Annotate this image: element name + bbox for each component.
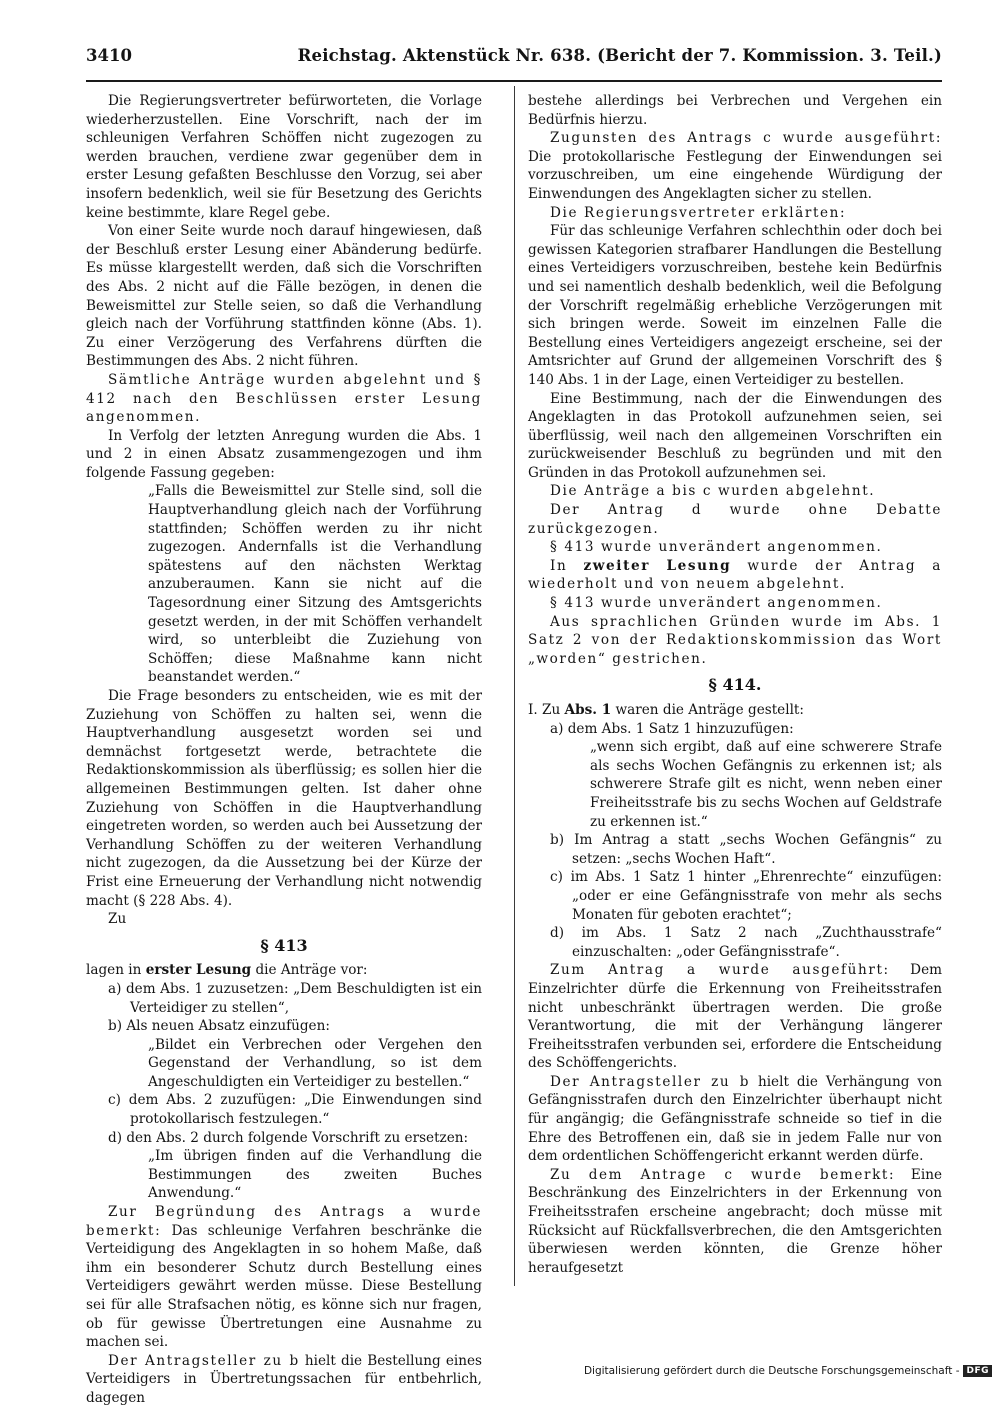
list-item: d) den Abs. 2 durch folgende Vorschrift zu ersetzen:: [108, 1129, 469, 1146]
paragraph: bestehe allerdings bei Verbrechen und Vergehen ein Bedürfnis hierzu.: [528, 93, 942, 128]
quoted-text: „wenn sich ergibt, daß auf eine schwerere Strafe als sechs Wochen Gefängnis zu erkennen ist; als schwerere Strafe gilt es nicht, wenn neben einer Freiheitsstrafe bis zu sechs Wochen auf Geldstrafe zu erkennen ist.“: [590, 739, 942, 830]
list-item: a) dem Abs. 1 Satz 1 hinzuzufügen:: [550, 720, 794, 737]
paragraph: Die Regierungsvertreter erklärten:: [550, 204, 847, 221]
bold-text: zweiter Lesung: [583, 557, 732, 574]
text: waren die Anträge gestellt:: [611, 702, 804, 718]
bold-text: Abs. 1: [564, 702, 612, 718]
paragraph: Von einer Seite wurde noch darauf hingewiesen, daß der Beschluß erster Lesung einer Abänderung bedürfe. Es müsse klargestellt werden, daß sich die Vorschriften des Abs. 2 nicht auf die Fälle bezögen, in denen die Beweismittel zur Stelle seien, so daß die Verhandlung gleich nach der Vorführung stattfinden könne (Abs. 1). Zu einer Verzögerung des Verfahrens dürften die Bestimmungen des Abs. 2 nicht führen.: [86, 223, 482, 370]
list-item: c) im Abs. 1 Satz 1 hinter „Ehrenrechte“ einzufügen: „oder er eine Gefängnisstrafe von mehr als sechs Monaten für geboten erachtet“;: [550, 869, 942, 923]
paragraph: [86, 1203, 482, 1352]
spaced-text: Zugunsten des Antrags c wurde ausgeführt:: [550, 130, 942, 147]
running-title: Reichstag. Aktenstück Nr. 638. (Bericht der 7. Kommission. 3. Teil.): [297, 46, 942, 65]
page-header: [86, 46, 942, 65]
paragraph: [528, 1166, 942, 1278]
page-number: 3410: [86, 46, 132, 65]
text: In: [550, 557, 584, 574]
paragraph: Aus sprachlichen Gründen wurde im Abs. 1 Satz 2 von der Redaktionskommission das Wort „worden“ gestrichen.: [528, 613, 942, 667]
text: I. Zu: [528, 702, 565, 718]
section-heading-414: § 414.: [708, 675, 762, 695]
footer-credit: [560, 1365, 992, 1377]
header-rule: [86, 80, 942, 82]
paragraph: Zu: [108, 911, 127, 928]
paragraph: Die Regierungsvertreter befürworteten, die Vorlage wiederherzustellen. Eine Vorschrift, nach der im schleunigen Verfahren Schöffen nicht zugezogen zu werden brauchen, verdiene zwar gegenüber dem in erster Lesung gefaßten Beschlusse den Vorzug, sei aber insofern bedenklich, weil sie für Besetzung des Gerichts keine bestimmte, klare Regel gebe.: [86, 93, 482, 221]
paragraph: Die Anträge a bis c wurden abgelehnt.: [550, 483, 876, 500]
text: wurde der Antrag a wiederholt und von neuem abgelehnt.: [528, 557, 942, 593]
list-item: b) Im Antrag a statt „sechs Wochen Gefängnis“ zu setzen: „sechs Wochen Haft“.: [550, 832, 942, 867]
spaced-text: Der Antragsteller zu b: [550, 1073, 751, 1090]
list-item: b) Als neuen Absatz einzufügen:: [108, 1018, 330, 1035]
list-item: d) im Abs. 1 Satz 2 nach „Zuchthausstrafe“ einzuschalten: „oder Gefängnisstrafe“.: [550, 925, 942, 960]
paragraph: § 413 wurde unverändert angenommen.: [550, 595, 883, 612]
text: Dem Einzelrichter dürfe die Erkennung von Freiheitsstrafen nicht unbeschränkt übertragen werden. Die große Verantwortung, die mit der Verhängung längerer Freiheitsstrafen verbunden sei, erfordere die Entscheidung des Schöffengerichts.: [528, 962, 943, 1072]
paragraph: Für das schleunige Verfahren schlechthin oder doch bei gewissen Kategorien strafbarer Handlungen die Bestellung eines Verteidigers vorzuschreiben, bestehe kein Bedürfnis und sei namentlich deshalb bedenklich, weil die Befolgung der Vorschrift regelmäßig erhebliche Verzögerungen mit sich bringen werde. Soweit im einzelnen Falle die Bestellung eines Verteidigers angezeigt erscheine, sei der Amtsrichter auf Grund der allgemeinen Vorschrift des § 140 Abs. 1 in der Lage, einen Verteidiger zu bestellen.: [528, 223, 942, 388]
quoted-text: „Im übrigen finden auf die Verhandlung die Bestimmungen des zweiten Buches Anwendung.“: [148, 1148, 482, 1202]
text: die Anträge vor:: [251, 962, 368, 979]
spaced-text: Zu dem Antrage c wurde bemerkt:: [550, 1166, 896, 1183]
section-heading-413: § 413: [260, 935, 308, 955]
paragraph: [528, 129, 942, 203]
right-column: [528, 92, 942, 1277]
text: Die protokollarische Festlegung der Einwendungen sei vorzuschreiben, um eine eingehende Würdigung der Einwendungen des Angeklagten sicher zu stellen.: [528, 148, 942, 202]
paragraph: Sämtliche Anträge wurden abgelehnt und § 412 nach den Beschlüssen erster Lesung angenommen.: [86, 371, 482, 426]
footer-text: Digitalisierung gefördert durch die Deutsche Forschungsgemeinschaft -: [583, 1365, 960, 1377]
paragraph: Der Antrag d wurde ohne Debatte zurückgezogen.: [528, 502, 942, 537]
text: hielt die Verhängung von Gefängnisstrafen durch den Einzelrichter überhaupt nicht für angängig; die Gefängnisstrafe schneide so tief in die Ehre des Betroffenen ein, daß sie in jedem Falle nur von dem ordentlichen Schöffengericht erkannt werden dürfe.: [528, 1073, 942, 1165]
text: hielt die Bestellung eines Verteidigers in Übertretungssachen für entbehrlich, dagegen: [86, 1352, 482, 1406]
dfg-logo: DFG: [963, 1365, 992, 1377]
paragraph: [528, 557, 942, 594]
paragraph: § 413 wurde unverändert angenommen.: [550, 539, 883, 556]
paragraph: In Verfolg der letzten Anregung wurden die Abs. 1 und 2 in einen Absatz zusammengezogen und ihm folgende Fassung gegeben:: [86, 427, 482, 481]
spaced-text: Zur Begründung des Antrags a wurde bemerkt:: [86, 1204, 482, 1239]
spaced-text: Der Antragsteller zu b: [108, 1352, 300, 1369]
list-item: a) dem Abs. 1 zuzusetzen: „Dem Beschuldigten ist ein Verteidiger zu stellen“,: [108, 980, 482, 1016]
paragraph: [528, 1073, 942, 1166]
paragraph: Die Frage besonders zu entscheiden, wie es mit der Zuziehung von Schöffen zu halten sei, wenn die Hauptverhandlung ausgesetzt worden sei und demnächst fortgesetzt werde, betrachtete die Redaktionskommission als überflüssig; es sollen hier die allgemeinen Bestimmungen gelten. Ist daher ohne Zuziehung von Schöffen in die Hauptverhandlung eingetreten worden, so werden auch bei Aussetzung der Verhandlung Schöffen zu der weiteren Verhandlung nicht zugezogen, da die Aussetzung bei der Kürze der Frist eine Erneuerung der Verhandlung nicht notwendig macht (§ 228 Abs. 4).: [86, 688, 482, 909]
paragraph: [528, 961, 942, 1073]
bold-text: erster Lesung: [145, 962, 252, 979]
paragraph: [86, 961, 482, 980]
quoted-text: „Falls die Beweismittel zur Stelle sind, soll die Hauptverhandlung gleich nach der Vorführung stattfinden; Schöffen werden zu ihr nicht zugezogen. Andernfalls ist die Verhandlung spätestens auf den nächsten Werktag anzuberaumen. Kann sie nicht auf die Tagesordnung einer Sitzung des Amtsgerichts gesetzt werden, in der mit Schöffen verhandelt wird, so unterbleibt die Zuziehung von Schöffen; diese Maßnahme kann nicht beanstandet werden.“: [148, 483, 482, 686]
paragraph: [86, 1352, 482, 1408]
list-item: c) dem Abs. 2 zuzufügen: „Die Einwendungen sind protokollarisch festzulegen.“: [108, 1092, 482, 1128]
left-column: [86, 92, 482, 1408]
text: lagen in: [86, 962, 146, 979]
text: Eine Beschränkung des Einzelrichters in der Erkennung von Freiheitsstrafen erscheine angebracht; doch müsse mit Rücksicht auf Rückfallsverbrechen, die den Amtsgerichten überwiesen werden könnten, die Grenze höher heraufgesetzt: [528, 1166, 942, 1276]
paragraph: [528, 701, 942, 720]
paragraph: Eine Bestimmung, nach der die Einwendungen des Angeklagten in das Protokoll aufzunehmen seien, sei überflüssig, weil nach den allgemeinen Vorschriften ein zurückweisender Beschluß zu begründen und mit den Gründen in das Protokoll aufzunehmen sei.: [528, 390, 942, 481]
spaced-text: Zum Antrag a wurde ausgeführt:: [550, 962, 890, 979]
text: Das schleunige Verfahren beschränke die Verteidigung des Angeklagten in so hohem Maße, daß ihm ein besonderer Schutz durch Bestellung eines Verteidigers gewährt werden müsse. Diese Bestellung sei für alle Strafsachen nötig, es könne sich nur fragen, ob für gewisse Übertretungen eine Ausnahme zu machen sei.: [86, 1222, 482, 1351]
column-divider: [514, 86, 515, 1286]
quoted-text: „Bildet ein Verbrechen oder Vergehen den Gegenstand der Verhandlung, so ist dem Angeschuldigten ein Verteidiger zu bestellen.“: [148, 1036, 482, 1090]
